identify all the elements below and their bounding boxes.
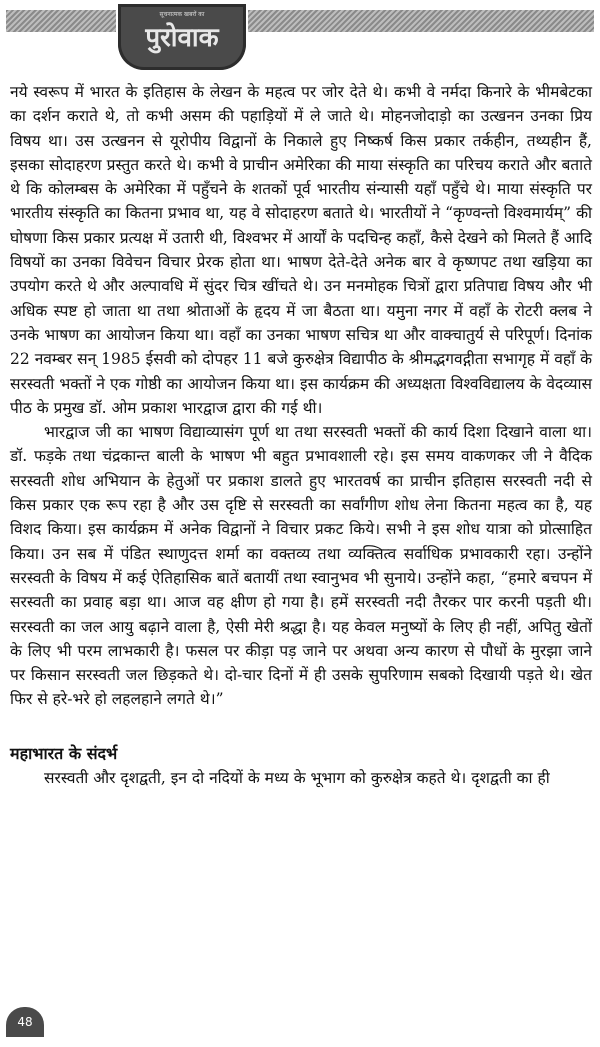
section-paragraph: सरस्वती और दृशद्वती, इन दो नदियों के मध्य के भूभाग को कुरुक्षेत्र कहते थे। दृशद्वती का ही	[44, 769, 550, 788]
paragraph-1: नये स्वरूप में भारत के इतिहास के लेखन के महत्व पर जोर देते थे। कभी वे नर्मदा किनारे के भीमबेटका का दर्शन कराते थे, तो कभी असम की पहाड़ियों में ले जाते थे। मोहनजोदाड़ो का उत्खनन उनका प्रिय विषय था। उस उत्खनन से यूरोपीय विद्वानों के निकाले हुए निष्कर्ष किस प्रकार तर्कहीन, तथ्यहीन हैं, इसका सोदाहरण प्रस्तुत करते थे। कभी वे प्राचीन अमेरिका की माया संस्कृति का परिचय कराते और बताते थे कि कोलम्बस के अमेरिका में पहुँचने के शतकों पूर्व भारतीय संन्यासी यहाँ पहुँचे थे। माया संस्कृति पर भारतीय संस्कृति का कितना प्रभाव था, यह वे सोदाहरण बताते थे। भारतीयों ने “कृण्वन्तो विश्वमार्यम्” की घोषणा किस प्रकार प्रत्यक्ष में उतारी थी, विश्वभर में आर्यों के पदचिन्ह कहाँ, कैसे देखने को मिलते हैं आदि विषयों का उनका विवेचन विचार प्रेरक होता था। भाषण देते-देते अनेक बार वे कृष्णपट तथा खड़िया का उपयोग करते थे और अल्पावधि में सुंदर चित्र खींचते थे। उन मनमोहक चित्रों द्वारा प्रतिपाद्य विषय और भी अधिक स्पष्ट हो जाता था तथा श्रोताओं के हृदय में जा बैठता था। यमुना नगर में वहाँ के रोटरी क्लब ने उनके भाषण का आयोजन किया था। वहाँ का उनका भाषण सचित्र था और वाक्चातुर्य से परिपूर्ण। दिनांक 22 नवम्बर सन् 1985 ईसवी को दोपहर 11 बजे कुरुक्षेत्र विद्यापीठ के श्रीमद्भगवद्गीता सभागृह में वहाँ के सरस्वती भक्तों ने एक गोष्ठी का आयोजन किया था। इस कार्यक्रम की अध्यक्षता विश्वविद्यालय के वेदव्यास पीठ के प्रमुख डॉ. ओम प्रकाश भारद्वाज द्वारा की गई थी।	[10, 83, 592, 417]
section-heading: महाभारत के संदर्भ	[10, 743, 118, 763]
header-stripe-right	[248, 10, 594, 32]
header-stripe-left	[6, 10, 116, 32]
paragraph-2: भारद्वाज जी का भाषण विद्याव्यासंग पूर्ण था तथा सरस्वती भक्तों की कार्य दिशा दिखाने वाला था। डॉ. फड़के तथा चंद्रकान्त बाली के भाषण भी बहुत प्रभावशाली रहे। इस समय वाकणकर जी ने वैदिक सरस्वती शोध अभियान के हेतुओं पर प्रकाश डालते हुए भारतवर्ष का प्राचीन इतिहास सरस्वती नदी से किस प्रकार एक रूप रहा है और उस दृष्टि से सरस्वती का सर्वांगीण शोध लेना कितना महत्व का है, यह विशद किया। इस कार्यक्रम में अनेक विद्वानों ने विचार प्रकट किये। सभी ने इस शोध यात्रा को प्रोत्साहित किया। उन सब में पंडित स्थाणुदत्त शर्मा का वक्तव्य तथा व्यक्तित्व सर्वाधिक प्रभावकारी रहा। उन्होंने सरस्वती के विषय में कई ऐतिहासिक बातें बतायीं तथा स्वानुभव भी सुनाये। उन्होंने कहा, “हमारे बचपन में सरस्वती का प्रवाह बड़ा था। आज वह क्षीण हो गया है। हमें सरस्वती नदी तैरकर पार करनी पड़ती थी। सरस्वती का जल आयु बढ़ाने वाला है, ऐसी मेरी श्रद्धा है। यह केवल मनुष्यों के लिए ही नहीं, अपितु खेतों के लिए भी परम लाभकारी है। फसल पर कीड़ा पड़ जाने पर अथवा अन्य कारण से पौधों के मुरझा जाने पर किसान सरस्वती जल छिड़कते थे। दो-चार दिनों में ही उसके सुपरिणाम सबको दिखायी पड़ते थे। खेत फिर से हरे-भरे हो लहलहाने लगते थे।”	[10, 423, 592, 709]
page-body	[10, 80, 592, 790]
purovak-logo	[118, 4, 246, 70]
page-number: 48	[6, 1007, 44, 1037]
logo-text: पुरोवाक	[145, 23, 219, 53]
logo-tagline: सूचनात्मक खबरों का	[159, 11, 205, 18]
